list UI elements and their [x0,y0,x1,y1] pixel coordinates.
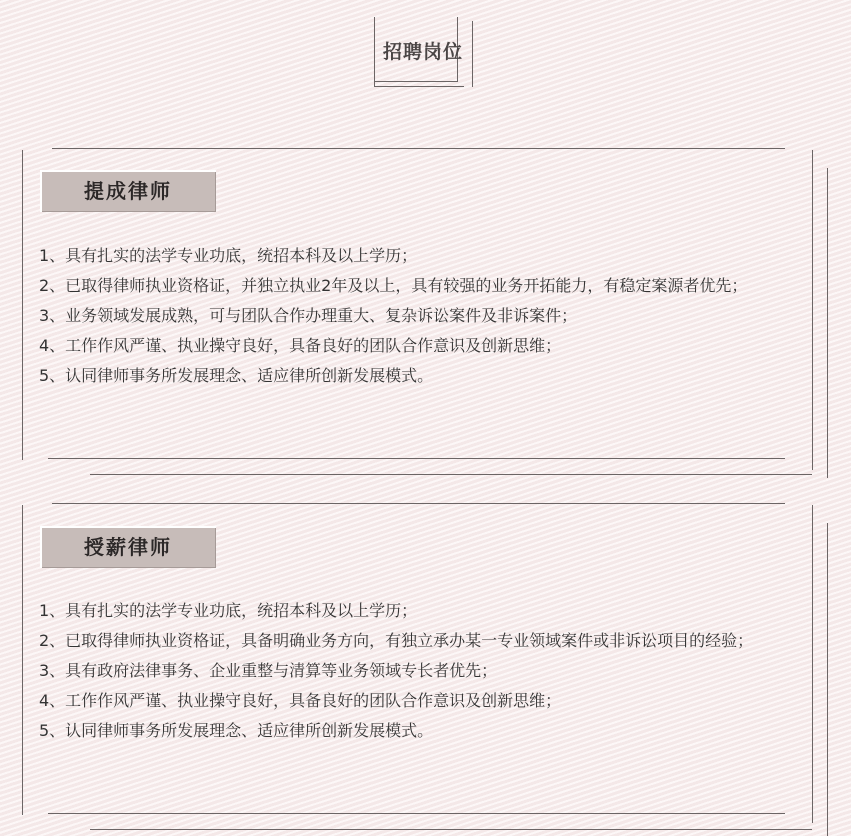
page-title: 招聘岗位 [382,41,463,63]
list-item: 5、认同律师事务所发展理念、适应律所创新发展模式。 [39,721,434,740]
list-item: 4、工作作风严谨、执业操守良好，具备良好的团队合作意识及创新思维； [39,336,562,355]
list-item: 4、工作作风严谨、执业操守良好，具备良好的团队合作意识及创新思维； [39,691,562,710]
list-item: 5、认同律师事务所发展理念、适应律所创新发展模式。 [39,366,434,385]
section-title-frame [373,17,473,87]
list-item: 3、业务领域发展成熟，可与团队合作办理重大、复杂诉讼案件及非诉案件； [39,306,578,325]
position-label-commission-lawyer: 提成律师 [40,170,216,212]
position-label-salaried-lawyer: 授薪律师 [40,526,216,568]
list-item: 2、已取得律师执业资格证，具备明确业务方向，有独立承办某一专业领域案件或非诉讼项目的经验； [39,631,754,650]
list-item: 3、具有政府法律事务、企业重整与清算等业务领域专长者优先； [39,661,498,680]
requirements-list-1 [39,241,804,391]
list-item: 2、已取得律师执业资格证，并独立执业2年及以上，具有较强的业务开拓能力，有稳定案源者优先； [39,276,748,295]
list-item: 1、具有扎实的法学专业功底，统招本科及以上学历； [39,246,418,265]
list-item: 1、具有扎实的法学专业功底，统招本科及以上学历； [39,601,418,620]
requirements-list-2 [39,596,804,746]
